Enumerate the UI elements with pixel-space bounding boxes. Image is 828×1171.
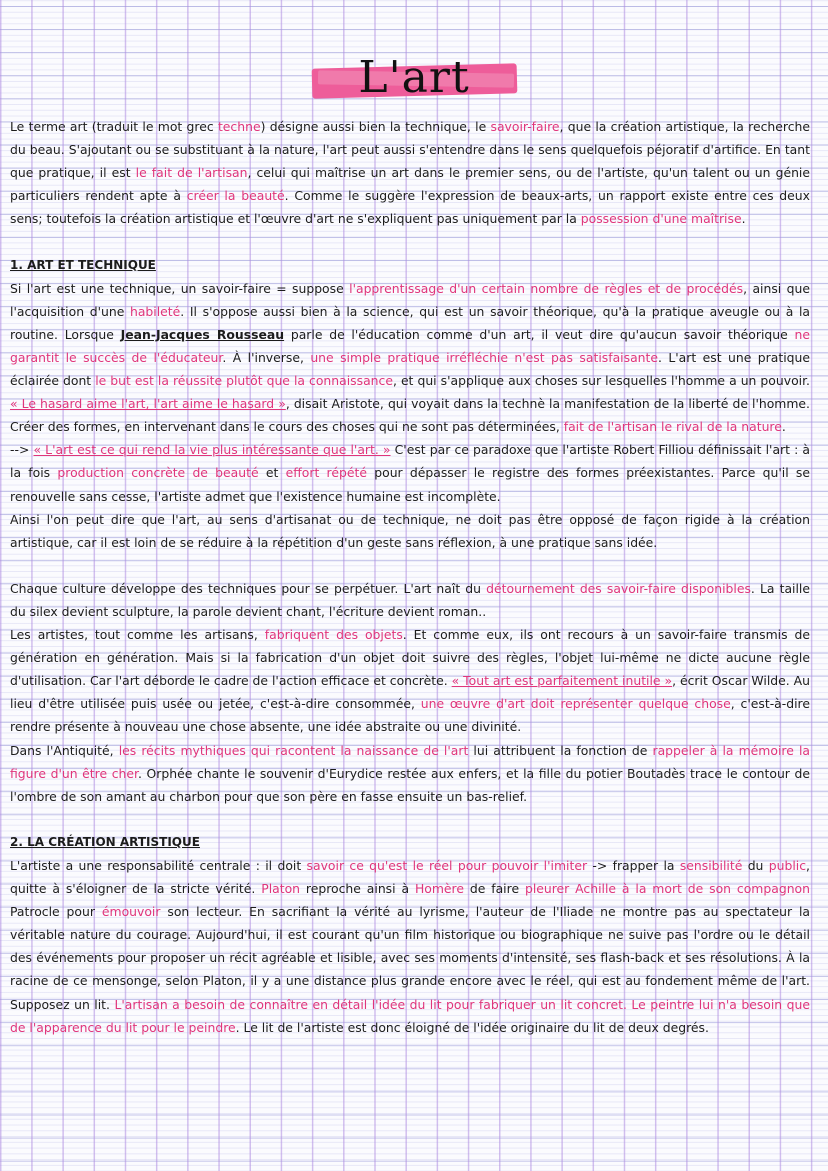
highlight: savoir-faire (490, 119, 560, 134)
section-1-paragraph-2 (10, 438, 810, 507)
intro-paragraph (10, 115, 810, 230)
highlight: rappeler à la mémoire la figure d'un être cher (10, 742, 810, 781)
highlight: fait de l'artisan le rival de la nature (563, 419, 782, 435)
highlight: détournement des savoir-faire disponibles (486, 580, 751, 596)
text: , que la création artistique, la recherche du beau. S'ajoutant ou se substituant à la nature, l'art peut aussi s'entendre dans le sens quelquefois péjoratif d'artifice. En tant que pratique, il est (10, 119, 811, 181)
text: . (781, 419, 786, 435)
quote-highlight: « L'art est ce qui rend la vie plus intéressante que l'art. » (33, 442, 391, 458)
text: de faire (463, 881, 525, 897)
highlight: créer la beauté (186, 188, 285, 204)
highlight: Platon (261, 881, 301, 897)
text: son lecteur. En sacrifiant la vérité au lyrisme, l'auteur de l'Iliade ne montre pas au spectateur la véritable nature du courage. Aujourd'hui, il est courant qu'un film historique ou biographique ne suive pas l'ordre ou le détail des événements pour proposer un récit agréable et lisible, avec ses moments d'intensité, ses flash-back et ses résolutions. À la racine de ce mensonge, selon Platon, il y a une distance plus grande encore avec le réel, qui est au fondement même de l'art. Supposez un lit. (10, 904, 810, 1012)
text: . Orphée chante le souvenir d'Eurydice restée aux enfers, et la fille du potier Boutadès trace le contour de l'ombre de son amant au charbon pour que son père en fasse ensuite un bas-relief. (10, 765, 811, 804)
highlight: effort répété (285, 465, 367, 481)
highlight: L'artisan a besoin de connaître en détail l'idée du lit pour fabriquer un lit concret. Le peintre lui n'a besoin que de l'apparence du lit pour le peindre (10, 996, 810, 1035)
text: C'est par ce paradoxe que l'artiste Robert Filliou définissait l'art : à la fois (10, 442, 811, 481)
highlight: savoir ce qu'est le réel pour pouvoir l'imiter (306, 858, 588, 873)
text: Le terme art (traduit le mot grec (10, 119, 218, 134)
underlined-name: Jean-Jacques Rousseau (120, 326, 285, 342)
text: reproche ainsi à (300, 881, 415, 897)
text: Dans l'Antiquité, (10, 742, 119, 758)
highlight: techne (217, 119, 261, 134)
section-1-paragraph-6 (10, 739, 810, 808)
arrow: --> (10, 442, 34, 458)
text: du (742, 858, 769, 873)
text: . La taille du silex devient sculpture, la parole devient chant, l'écriture devient roman.. (10, 580, 811, 619)
highlight: ne garantit le succès de l'éducateur (10, 326, 810, 365)
quote-highlight: « Le hasard aime l'art, l'art aime le hasard » (10, 396, 286, 412)
quote-highlight: « Tout art est parfaitement inutile » (451, 673, 673, 689)
highlight: production concrète de beauté (57, 465, 259, 481)
section-1-paragraph-1 (10, 277, 810, 439)
section-1-paragraph-4 (10, 577, 810, 623)
text: , et qui s'applique aux choses sur lesquelles l'homme a un pouvoir. (392, 373, 810, 389)
highlight: l'apprentissage d'un certain nombre de règles et de procédés (349, 280, 744, 296)
highlight: Homère (414, 881, 464, 897)
highlight: sensibilité (679, 858, 743, 873)
title-block (0, 48, 828, 110)
highlight: habileté (129, 303, 181, 319)
section-2-heading: 2. LA CRÉATION ARTISTIQUE (10, 834, 200, 849)
text: . Le lit de l'artiste est donc éloigné de l'idée originaire du lit de deux degrés. (235, 1019, 709, 1035)
text: , ainsi que l'acquisition d'une (10, 280, 810, 319)
section-1-paragraph-5 (10, 623, 810, 738)
text: Si l'art est une technique, un savoir-faire = suppose (10, 280, 350, 296)
highlight: le but est la réussite plutôt que la connaissance (95, 373, 393, 389)
highlight: possession d'une maîtrise (580, 211, 742, 227)
highlight: pleurer Achille à la mort de son compagnon (524, 881, 810, 897)
text: pour dépasser le registre des formes préexistantes. Parce qu'il se renouvelle sans cesse, l'artiste admet que l'existence humaine est incomplète. (10, 465, 810, 504)
text: Chaque culture développe des techniques pour se perpétuer. L'art naît du (10, 580, 487, 596)
text: L'artiste a une responsabilité centrale : il doit (10, 858, 307, 873)
section-1-paragraph-3: Ainsi l'on peut dire que l'art, au sens d'artisanat ou de technique, ne doit pas être opposé de façon rigide à la création artistique, car il est loin de se réduire à la répétition d'un geste sans réflexion, à une pratique sans idée. (10, 511, 810, 550)
section-2-paragraph-1 (10, 854, 810, 1039)
text: , disait Aristote, qui voyait dans la technè la manifestation de la liberté de l'homme. Créer des formes, en intervenant dans le cours des choses qui ne sont pas déterminées, (10, 396, 810, 435)
spacer (10, 808, 810, 831)
text: Patrocle pour (10, 904, 102, 920)
text: . (741, 211, 746, 227)
text: . À l'inverse, (222, 349, 311, 365)
text: , écrit Oscar Wilde. Au lieu d'être utilisée puis usée ou jetée, c'est-à-dire consommée, (10, 673, 810, 712)
section-1-heading: 1. ART ET TECHNIQUE (10, 257, 156, 272)
highlight: les récits mythiques qui racontent la naissance de l'art (118, 742, 469, 758)
text: ) désigne aussi bien la technique, le (260, 119, 491, 134)
spacer (10, 554, 810, 577)
text: -> frapper la (587, 858, 680, 873)
text: , celui qui maîtrise un art dans le premier sens, ou de l'artiste, qu'un talent ou un génie particuliers rendent apte à (10, 165, 810, 204)
highlight: public (768, 858, 807, 873)
text: , quitte à s'éloigner de la stricte vérité. (10, 858, 810, 897)
highlight: le fait de l'artisan (135, 165, 248, 181)
highlight: émouvoir (101, 904, 161, 920)
text: . Il s'oppose aussi bien à la science, qui est un savoir théorique, qu'à la pratique aveugle ou à la routine. Lorsque (10, 303, 810, 342)
notes-body (10, 115, 810, 1039)
highlight: fabriquent des objets (264, 627, 403, 643)
text: . L'art est une pratique éclairée dont (10, 349, 811, 389)
text: . Comme le suggère l'expression de beaux-arts, un rapport existe entre ces deux sens; toutefois la création artistique et l'œuvre d'art ne s'expliquent pas uniquement par la (10, 188, 810, 227)
spacer (10, 230, 810, 253)
highlight: une œuvre d'art doit représenter quelque chose (420, 696, 731, 712)
text: , c'est-à-dire rendre présente à nouveau une chose absente, une idée abstraite ou une divinité. (10, 696, 810, 735)
text: lui attribuent la fonction de (468, 742, 653, 758)
text: parle de l'éducation comme d'un art, il veut dire qu'aucun savoir théorique (284, 326, 795, 342)
page-title: L'art (358, 52, 470, 103)
text: et (258, 465, 286, 481)
text: Les artistes, tout comme les artisans, (10, 627, 265, 643)
text: . Et comme eux, ils ont recours à un savoir-faire transmis de génération en génération. Mais si la fabrication d'un objet doit suivre des règles, l'objet lui-même ne dicte aucune règle d'utilisation. Car l'art déborde le cadre de l'action efficace et concrète. (10, 627, 810, 689)
highlight: une simple pratique irréfléchie n'est pas satisfaisante (310, 349, 658, 365)
